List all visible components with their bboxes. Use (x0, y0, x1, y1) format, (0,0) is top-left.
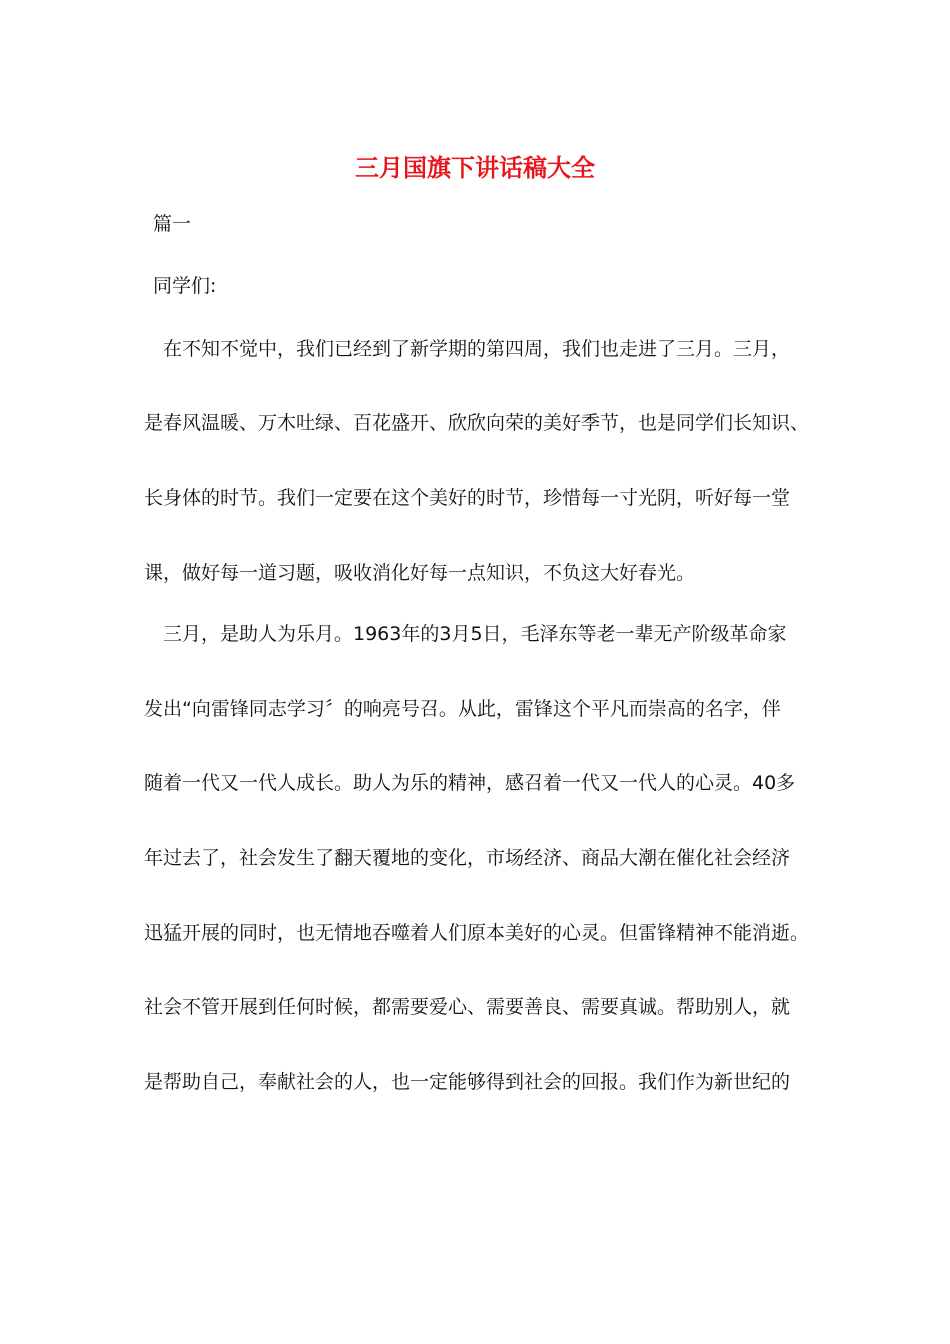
paragraph-line: 年过去了，社会发生了翻天覆地的变化，市场经济、商品大潮在催化社会经济 (144, 847, 791, 869)
paragraph-line: 是春风温暖、万木吐绿、百花盛开、欣欣向荣的美好季节，也是同学们长知识、 (144, 412, 810, 434)
paragraph-line: 是帮助自己，奉献社会的人，也一定能够得到社会的回报。我们作为新世纪的 (144, 1071, 791, 1093)
paragraph-line: 课，做好每一道习题，吸收消化好每一点知识，不负这大好春光。 (144, 562, 696, 584)
document-title: 三月国旗下讲话稿大全 (355, 154, 595, 182)
paragraph-line: 随着一代又一代人成长。助人为乐的精神，感召着一代又一代人的心灵。40多 (144, 772, 796, 794)
paragraph-line: 长身体的时节。我们一定要在这个美好的时节，珍惜每一寸光阴，听好每一堂 (144, 487, 791, 509)
paragraph-line: 三月，是助人为乐月。1963年的3月5日，毛泽东等老一辈无产阶级革命家 (163, 623, 787, 645)
paragraph-line: 在不知不觉中，我们已经到了新学期的第四周，我们也走进了三月。三月， (163, 338, 791, 360)
paragraph-line: 社会不管开展到任何时候，都需要爱心、需要善良、需要真诚。帮助别人，就 (144, 996, 791, 1018)
greeting: 同学们: (153, 275, 217, 297)
paragraph-line: 迅猛开展的同时，也无情地吞噬着人们原本美好的心灵。但雷锋精神不能消逝。 (144, 922, 810, 944)
section-label: 篇一 (153, 213, 192, 235)
paragraph-line: 发出“向雷锋同志学习〞的响亮号召。从此，雷锋这个平凡而崇高的名字，伴 (144, 698, 781, 720)
